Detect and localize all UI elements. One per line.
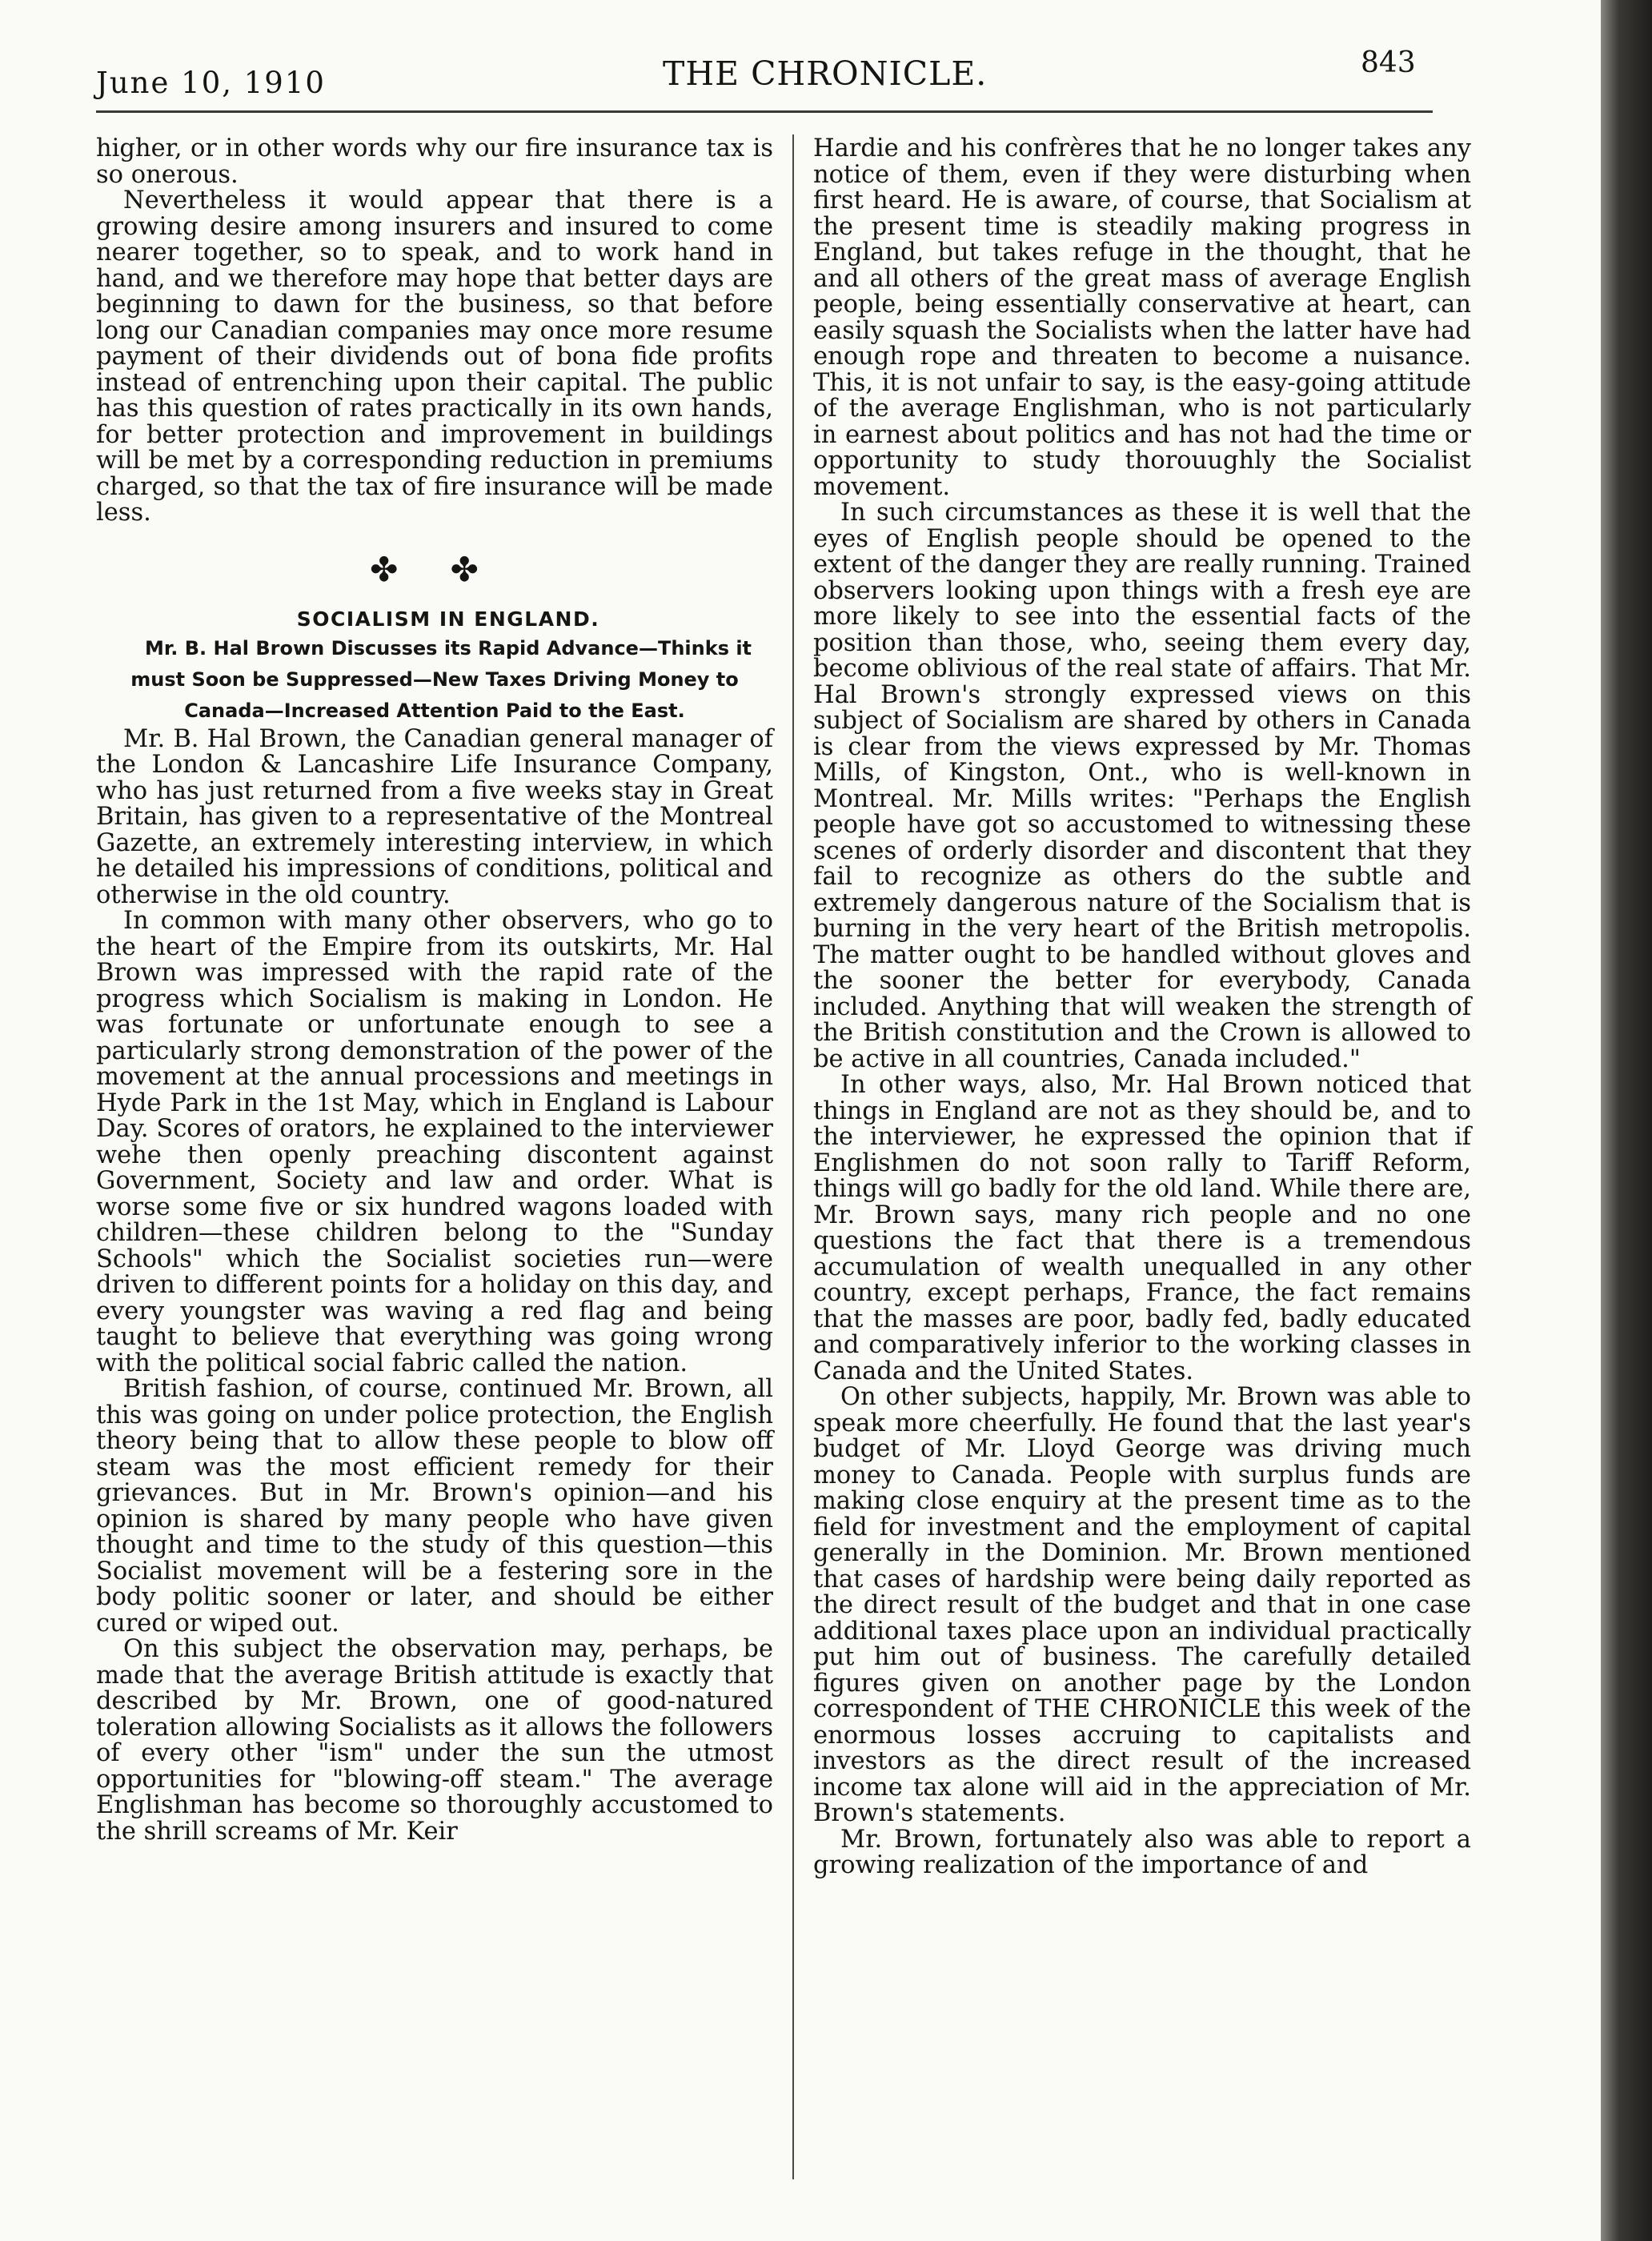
article-title: SOCIALISM IN ENGLAND. bbox=[296, 607, 600, 631]
page-number: 843 bbox=[1361, 46, 1416, 79]
paragraph: higher, or in other words why our fire insurance tax is so onerous. bbox=[96, 134, 773, 189]
paragraph: British fashion, of course, continued Mr. Brown, all this was going on under police protection, the English theory being that to allow these people to blow off steam was the most efficient remedy for their grievances. But in Mr. Brown's opinion—and his opinion is shared by many people who have given thought and time to the study of this question—this Socialist movement will be a festering sore in the body politic sooner or later, and should be either cured or wiped out. bbox=[96, 1375, 773, 1638]
paragraph: In common with many other observers, who go to the heart of the Empire from its outskirts, Mr. Hal Brown was impressed with the rapid rate of the progress which Socialism is making in London. He was fortunate or unfortunate enough to see a particularly strong demonstration of the power of the movement at the annual processions and meetings in Hyde Park in the 1st May, which in England is Labour Day. Scores of orators, he explained to the interviewer wehe then openly preaching discontent against Government, Society and law and order. What is worse some five or six hundred wagons loaded with children—these children belong to the "Sunday Schools" which the Socialist societies run—were driven to different points for a holiday on this day, and every youngster was waving a red flag and being taught to believe that everything was going wrong with the political social fabric called the nation. bbox=[96, 907, 773, 1377]
right-column bbox=[813, 136, 1471, 1879]
left-column bbox=[96, 136, 773, 1845]
header-rule bbox=[96, 110, 1433, 113]
paragraph: On other subjects, happily, Mr. Brown was able to speak more cheerfully. He found that the last year's budget of Mr. Lloyd George was driving much money to Canada. People with surplus funds are making close enquiry at the present time as to the field for investment and the employment of capital generally in the Dominion. Mr. Brown mentioned that cases of hardship were being daily reported as the direct result of the budget and that in one case additional taxes place upon an individual practically put him out of business. The carefully detailed figures given on another page by the London correspondent of THE CHRONICLE this week of the enormous losses accruing to capitalists and investors as the direct result of the increased income tax alone will aid in the appreciation of Mr. Brown's statements. bbox=[813, 1383, 1471, 1827]
paragraph: Hardie and his confrères that he no longer takes any notice of them, even if they were disturbing when first heard. He is aware, of course, that Socialism at the present time is steadily making progress in England, but takes refuge in the thought, that he and all others of the great mass of average English people, being essentially conservative at heart, can easily squash the Socialists when the latter have had enough rope and threaten to become a nuisance. This, it is not unfair to say, is the easy-going attitude of the average Englishman, who is not particularly in earnest about politics and has not had the time or opportunity to study thorouughly the Socialist movement. bbox=[813, 134, 1471, 501]
paragraph: In other ways, also, Mr. Hal Brown noticed that things in England are not as they should be, and to the interviewer, he expressed the opinion that if Englishmen do not soon rally to Tariff Reform, things will go badly for the old land. While there are, Mr. Brown says, many rich people and no one questions the fact that there is a tremendous accumulation of wealth unequalled in any other country, except perhaps, France, the fact remains that the masses are poor, badly fed, badly educated and comparatively inferior to the working classes in Canada and the United States. bbox=[813, 1071, 1471, 1385]
book-spine-edge bbox=[1601, 0, 1652, 2241]
paragraph: In such circumstances as these it is well that the eyes of English people should be opened to the extent of the danger they are really running. Trained observers looking upon things with a fresh eye are more likely to see into the essential facts of the position than those, who, seeing them every day, become oblivious of the real state of affairs. That Mr. Hal Brown's strongly expressed views on this subject of Socialism are shared by others in Canada is clear from the views expressed by Mr. Thomas Mills, of Kingston, Ont., who is well-known in Montreal. Mr. Mills writes: "Perhaps the English people have got so accustomed to witnessing these scenes of orderly disorder and discontent that they fail to recognize as others do the subtle and extremely dangerous nature of the Socialism that is burning in the very heart of the British metropolis. The matter ought to be handled without gloves and the sooner the better for everybody, Canada included. Anything that will weaken the strength of the British constitution and the Crown is allowed to be active in all countries, Canada included." bbox=[813, 499, 1471, 1073]
paragraph: On this subject the observation may, perhaps, be made that the average British attitude is exactly that described by Mr. Brown, one of good-natured toleration allowing Socialists as it allows the followers of every other "ism" under the sun the utmost opportunities for "blowing-off steam." The average Englishman has become so thoroughly accustomed to the shrill screams of Mr. Keir bbox=[96, 1635, 773, 1846]
paragraph: Nevertheless it would appear that there is a growing desire among insurers and insured to come nearer together, so to speak, and to work hand in hand, and we therefore may hope that better days are beginning to dawn for the business, so that before long our Canadian companies may once more resume payment of their dividends out of bona fide profits instead of entrenching upon their capital. The public has this question of rates practically in its own hands, for better protection and improvement in buildings will be met by a corresponding reduction in premiums charged, so that the tax of fire insurance will be made less. bbox=[96, 186, 773, 527]
paragraph: Mr. B. Hal Brown, the Canadian general manager of the London & Lancashire Life Insurance Company, who has just returned from a five weeks stay in Great Britain, has given to a representative of the Montreal Gazette, an extremely interesting interview, in which he detailed his impressions of conditions, political and otherwise in the old country. bbox=[96, 724, 773, 909]
section-ornament: ✤ ✤ bbox=[370, 549, 499, 589]
paragraph: Mr. Brown, fortunately also was able to report a growing realization of the importance of and bbox=[813, 1825, 1471, 1879]
column-divider bbox=[792, 134, 794, 2179]
article-subheading: Mr. B. Hal Brown Discusses its Rapid Advance—Thinks it must Soon be Suppressed—New Taxes Driving Money to Canada—Increased Attention Paid to the East. bbox=[130, 636, 752, 722]
issue-date: June 10, 1910 bbox=[96, 66, 326, 100]
publication-title: THE CHRONICLE. bbox=[663, 54, 988, 93]
